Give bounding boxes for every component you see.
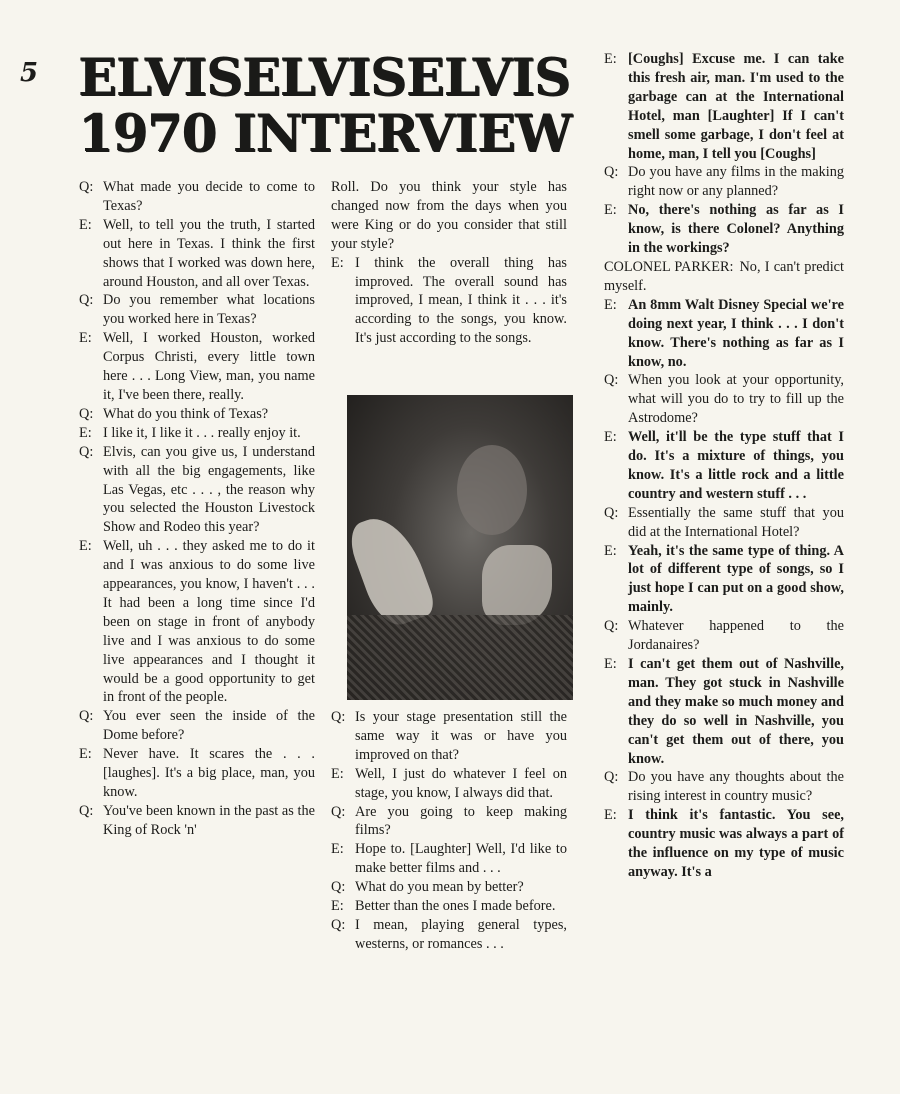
speaker-label: E:: [604, 429, 617, 446]
column-3: [604, 50, 844, 882]
interview-entry: [79, 537, 315, 707]
elvis-photo: [347, 395, 573, 700]
entry-text: What do you think of Texas?: [103, 405, 269, 422]
interview-entry: [331, 897, 567, 916]
interview-entry: [604, 617, 844, 655]
entry-text: I can't get them out of Nashville, man. They got stuck in Nashville and they make so much money and they do so well in Nashville, you can't get them out of there, you know.: [628, 656, 844, 767]
interview-entry: [604, 428, 844, 504]
entry-text: Is your stage presentation still the same way it was or have you improved on that?: [355, 709, 567, 763]
entry-text: What made you decide to come to Texas?: [103, 179, 315, 214]
speaker-label: E:: [604, 542, 617, 559]
interview-entry: [331, 708, 567, 765]
interview-entry: [331, 916, 567, 954]
interview-entry: [331, 803, 567, 841]
entry-text: Do you have any films in the making right now or any planned?: [628, 164, 844, 200]
headline: [78, 50, 608, 162]
entry-text: I mean, playing general types, westerns, or romances . . .: [355, 916, 567, 952]
interview-entry: [79, 443, 315, 538]
speaker-label: E:: [604, 656, 617, 672]
interview-entry: [604, 163, 844, 201]
speaker-label: E:: [604, 807, 617, 824]
interview-entry: [79, 424, 315, 443]
entry-text: You've been known in the past as the King of Rock 'n': [103, 802, 315, 838]
interview-entry: [604, 504, 844, 542]
interview-entry: [604, 258, 844, 296]
interview-entry: [79, 291, 315, 329]
entry-text: I think the overall thing has improved. The overall sound has improved, I mean, I think it . . . it's according to the songs, you know. It's just according to the songs.: [355, 254, 567, 347]
speaker-label: E:: [604, 202, 617, 219]
speaker-label: Q:: [79, 708, 94, 725]
interview-entry: [604, 296, 844, 372]
column-2-top: [331, 178, 567, 348]
entry-text: Better than the ones I made before.: [355, 898, 556, 915]
interview-entry: [79, 802, 315, 840]
interview-entry: [604, 50, 844, 163]
speaker-label: E:: [331, 765, 344, 782]
column-1: [79, 178, 315, 840]
speaker-label: Q:: [79, 443, 94, 460]
entry-text: No, I can't predict myself.: [604, 258, 844, 294]
speaker-label: E:: [79, 216, 92, 233]
speaker-label: E:: [331, 254, 344, 271]
entry-text: Never have. It scares the . . . [laughes]. It's a big place, man, you know.: [103, 746, 315, 800]
speaker-label: Q:: [604, 504, 619, 521]
interview-entry: [604, 542, 844, 618]
entry-text: Well, to tell you the truth, I started out here in Texas. I think the first shows that I worked was down here, around Houston, and all over Texas.: [103, 216, 315, 290]
entry-text: You ever seen the inside of the Dome before?: [103, 708, 315, 744]
interview-entry: [331, 254, 567, 349]
speaker-label: Q:: [79, 405, 94, 422]
interview-entry: [604, 768, 844, 806]
entry-text: Well, I worked Houston, worked Corpus Christi, every little town here . . . Long View, man, you name it, I've been there, really.: [103, 330, 315, 403]
speaker-label: Q:: [79, 179, 94, 195]
interview-entry: [331, 765, 567, 803]
speaker-label: Q:: [331, 709, 346, 725]
speaker-label: Q:: [79, 292, 94, 309]
speaker-label: Q:: [604, 372, 619, 389]
interview-entry: [331, 878, 567, 897]
paragraph-continuation: Roll. Do you think your style has changed now from the days when you were King or do you consider that still your style?: [331, 179, 567, 252]
entry-text: I think it's fantastic. You see, country music was always a part of the influence on my type of music anyway. It's a: [628, 807, 844, 880]
speaker-label: E:: [79, 424, 92, 441]
entry-text: No, there's nothing as far as I know, is there Colonel? Anything in the workings?: [628, 202, 844, 257]
interview-entry: [604, 371, 844, 428]
speaker-label: COLONEL PARKER:: [604, 258, 734, 275]
speaker-label: Q:: [331, 803, 346, 820]
entry-text: What do you mean by better?: [355, 879, 524, 896]
speaker-label: Q:: [604, 769, 619, 786]
speaker-label: E:: [331, 898, 344, 915]
entry-text: Elvis, can you give us, I understand with all the big engagements, like Las Vegas, etc . . . , the reason why you selected the Houston Livestock Show and Rodeo this year?: [103, 443, 315, 536]
interview-entry: [79, 707, 315, 745]
speaker-label: E:: [604, 296, 617, 313]
entry-text: Well, uh . . . they asked me to do it and I was anxious to do some live appearances, you know, I haven't . . . It had been a long time since I'd been on stage in front of anybody live and I was anxious to do some live appearances and I thought it would be a good opportunity to get in front of the people.: [103, 538, 315, 706]
interview-entry: [604, 655, 844, 768]
headline-line-2: 1970 INTERVIEW: [78, 104, 572, 164]
speaker-label: E:: [331, 841, 344, 858]
entry-text: An 8mm Walt Disney Special we're doing next year, I think . . . I don't know. There's nothing as far as I know, no.: [628, 296, 844, 370]
entry-text: [Coughs] Excuse me. I can take this fresh air, man. I'm used to the garbage can at the International Hotel, man [Laughter] If I can't smell some garbage, I don't feel at home, man, I tell you [Coughs]: [628, 51, 844, 162]
interview-entry: [331, 840, 567, 878]
column-2-top-items: [331, 254, 567, 349]
entry-text: Are you going to keep making films?: [355, 803, 567, 839]
entry-text: Hope to. [Laughter] Well, I'd like to make better films and . . .: [355, 841, 567, 877]
entry-text: Essentially the same stuff that you did at the International Hotel?: [628, 504, 844, 540]
interview-entry: [79, 329, 315, 405]
page-number: 5: [20, 58, 39, 88]
speaker-label: Q:: [331, 879, 346, 896]
interview-entry: [604, 201, 844, 258]
speaker-label: E:: [79, 538, 92, 555]
speaker-label: Q:: [331, 916, 346, 933]
entry-text: Whatever happened to the Jordanaires?: [628, 618, 844, 654]
interview-entry: [604, 806, 844, 882]
speaker-label: Q:: [604, 618, 619, 635]
interview-entry: [79, 745, 315, 802]
entry-text: I like it, I like it . . . really enjoy it.: [103, 424, 301, 441]
interview-entry: [79, 405, 315, 424]
column-2-bottom: [331, 708, 567, 954]
speaker-label: E:: [604, 51, 617, 67]
entry-text: Yeah, it's the same type of thing. A lot of different type of songs, so I just hope I can put on a good show, mainly.: [628, 542, 844, 616]
interview-entry: [79, 216, 315, 292]
speaker-label: E:: [79, 330, 92, 347]
entry-text: Do you remember what locations you worked here in Texas?: [103, 292, 315, 328]
speaker-label: Q:: [79, 802, 94, 819]
headline-line-1: ELVISELVISELVIS: [78, 48, 570, 108]
speaker-label: Q:: [604, 164, 619, 181]
entry-text: Do you have any thoughts about the rising interest in country music?: [628, 769, 844, 805]
speaker-label: E:: [79, 746, 92, 763]
entry-text: Well, it'll be the type stuff that I do. It's a mixture of things, you know. It's a little rock and a little country and western stuff . . .: [628, 429, 844, 502]
entry-text: When you look at your opportunity, what will you do to try to fill up the Astrodome?: [628, 372, 844, 427]
interview-entry: [79, 178, 315, 216]
entry-text: Well, I just do whatever I feel on stage, you know, I always did that.: [355, 765, 567, 801]
